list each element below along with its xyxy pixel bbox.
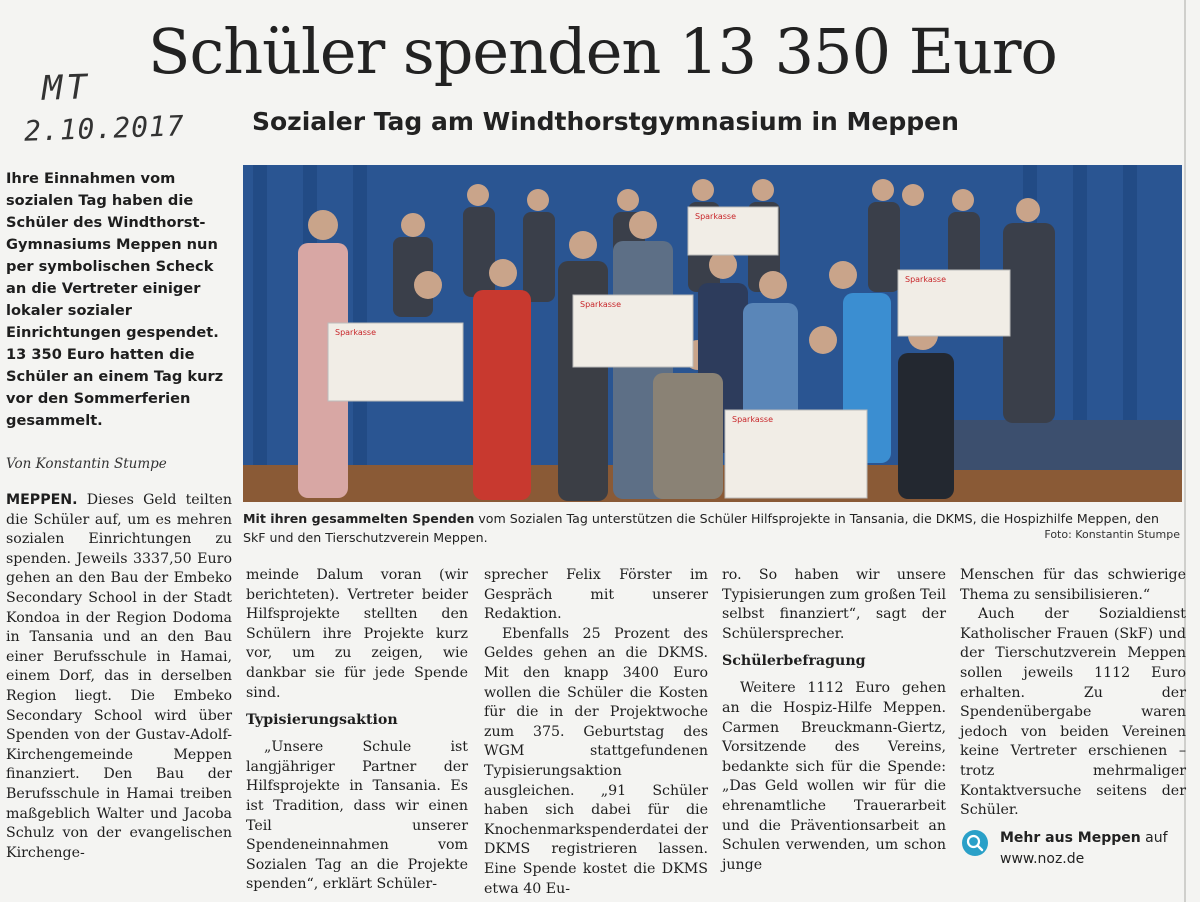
- subheadline: Sozialer Tag am Windthorstgymnasium in Meppen: [252, 107, 959, 136]
- column-5-paragraph-1: Menschen für das schwierige Thema zu sensibilisieren.“: [960, 567, 1186, 603]
- column-4-paragraph-2: Weitere 1112 Euro gehen an die Hospiz-Hilfe Meppen. Carmen Breuckmann-Giertz, Vorsitzende des Vereins, bedankte sich für die Spende: „Das Geld wollen wir für die ehrenamtliche Trauerarbeit und die Präventionsarbeit an Schulen verwenden, um schon junge: [722, 680, 946, 873]
- caption-lead: Mit ihren gesammelten Spenden: [243, 511, 475, 526]
- check-5-label: Sparkasse: [732, 415, 773, 424]
- column-2-paragraph-2: „Unsere Schule ist langjähriger Partner der Hilfsprojekte in Tansania. Es ist Tradition, dass wir einen Teil unserer Spendeneinnahmen vom Sozialen Tag an die Projekte spenden“, erklärt Schüler-: [246, 739, 468, 893]
- column-5-paragraph-2: Auch der Sozialdienst Katholischer Frauen (SkF) und der Tierschutzverein Meppen sollen jeweils 1112 Euro erhalten. Zu der Spendenübergabe waren jedoch von beiden Vereinen keine Vertreter erschienen – trotz mehrmaliger Kontaktversuche seitens der Schüler.: [960, 606, 1186, 819]
- subheading-schuelerbefragung: Schülerbefragung: [722, 653, 866, 670]
- body-column-5: [960, 566, 1186, 821]
- more-from-meppen[interactable]: [962, 828, 1168, 870]
- group-photo-illustration: [243, 165, 1182, 502]
- handwritten-date: 2.10.2017: [23, 109, 186, 148]
- column-3-paragraph-1: sprecher Felix Förster im Gespräch mit unserer Redaktion.: [484, 567, 708, 623]
- body-column-3: [484, 566, 708, 899]
- author-line: Von Konstantin Stumpe: [6, 456, 167, 472]
- body-column-4: [722, 566, 946, 875]
- handwritten-source: MT: [41, 67, 92, 109]
- caption-text: vom Sozialen Tag unterstützen die Schüler Hilfsprojekte in Tansania, die DKMS, die Hospizhilfe Meppen, den SkF und den Tierschutzverein Meppen.: [243, 511, 1159, 545]
- group-photo: [243, 165, 1182, 502]
- search-magnifier-icon: [962, 830, 988, 856]
- subheading-typisierungsaktion: Typisierungsaktion: [246, 712, 398, 729]
- check-2-label: Sparkasse: [580, 300, 621, 309]
- photo-credit: Foto: Konstantin Stumpe: [1044, 528, 1180, 541]
- photo-caption: [243, 509, 1182, 547]
- column-1-text: Dieses Geld teilten die Schüler auf, um es mehren sozialen Einrichtungen zu spenden. Jeweils 3337,50 Euro gehen an den Bau der Embeko Secondary School in der Stadt Kondoa in der Region Dodoma in Tansania und an den Bau einer Berufsschule in Hamai, einem Dorf, das in derselben Region liegt. Die Embeko Secondary School wird über Spenden von der Gustav-Adolf-Kirchengemeinde Meppen finanziert. Den Bau der Berufsschule in Hamai treiben maßgeblich Walter und Jacoba Schulz von der evangelischen Kirchenge-: [6, 492, 232, 861]
- more-suffix: auf: [1140, 830, 1168, 846]
- more-label: Mehr aus Meppen: [1000, 830, 1141, 846]
- stage-step: [943, 420, 1182, 470]
- column-2-paragraph-1: meinde Dalum voran (wir berichteten). Vertreter beider Hilfsprojekte stellten den Schülern ihre Projekte kurz vor, um zu zeigen, wie dankbar sie für jede Spende sind.: [246, 567, 468, 701]
- check-1-label: Sparkasse: [335, 328, 376, 337]
- check-4-label: Sparkasse: [905, 275, 946, 284]
- headline: Schüler spenden 13 350 Euro: [148, 15, 1057, 88]
- column-3-paragraph-2: Ebenfalls 25 Prozent des Geldes gehen an die DKMS. Mit den knapp 3400 Euro wollen die Schüler die Kosten für die in der Projektwoche zum 375. Geburtstag des WGM stattgefundenen Typisierungsaktion ausgleichen. „91 Schüler haben sich dabei für die Knochenmarkspenderdatei der DKMS registrieren lassen. Eine Spende kostet die DKMS etwa 40 Eu-: [484, 625, 708, 897]
- more-url-link[interactable]: www.noz.de: [1000, 851, 1085, 867]
- body-column-1: [6, 491, 232, 863]
- column-4-paragraph-1: ro. So haben wir unsere Typisierungen zum großen Teil selbst finanziert“, sagt der Schülersprecher.: [722, 567, 946, 642]
- dateline: MEPPEN.: [6, 492, 78, 508]
- lead-paragraph: Ihre Einnahmen vom sozialen Tag haben die Schüler des Windthorst-Gymnasiums Meppen nun per symbolischen Scheck an die Vertreter einiger lokaler sozialer Einrichtungen gespendet. 13 350 Euro hatten die Schüler an einem Tag kurz vor den Sommerferien gesammelt.: [6, 170, 224, 429]
- body-column-2: [246, 566, 468, 895]
- check-3-label: Sparkasse: [695, 212, 736, 221]
